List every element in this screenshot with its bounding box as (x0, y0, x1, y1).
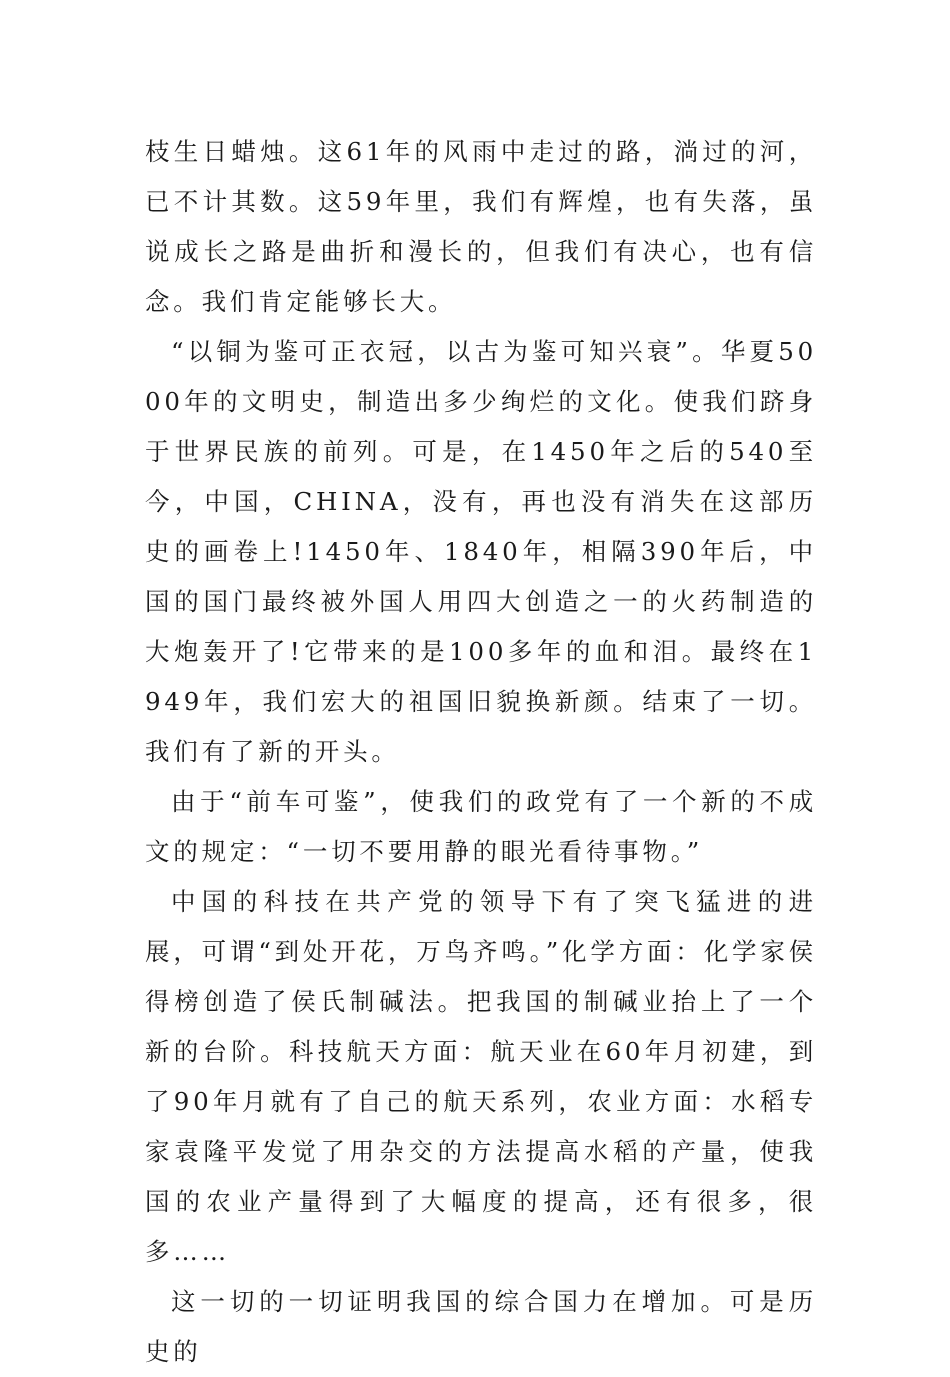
paragraph-3: 由于“前车可鉴”，使我们的政党有了一个新的不成文的规定：“一切不要用静的眼光看待事物。” (145, 787, 817, 866)
paragraph-5: 这一切的一切证明我国的综合国力在增加。可是历史的 (145, 1287, 817, 1366)
paragraph-2: “以铜为鉴可正衣冠，以古为鉴可知兴衰”。华夏5000年的文明史，制造出多少绚烂的文化。使我们跻身于世界民族的前列。可是，在1450年之后的540至今，中国，CHINA，没有，再也没有消失在这部历史的画卷上!1450年、1840年，相隔390年后，中国的国门最终被外国人用四大创造之一的火药制造的大炮轰开了!它带来的是100多年的血和泪。最终在1949年，我们宏大的祖国旧貌换新颜。结束了一切。我们有了新的开头。 (145, 337, 817, 766)
document-body (145, 127, 817, 1377)
paragraph-1: 枝生日蜡烛。这61年的风雨中走过的路，淌过的河，已不计其数。这59年里，我们有辉煌，也有失落，虽说成长之路是曲折和漫长的，但我们有决心，也有信念。我们肯定能够长大。 (145, 137, 817, 316)
paragraph-4: 中国的科技在共产党的领导下有了突飞猛进的进展，可谓“到处开花，万鸟齐鸣。”化学方面：化学家侯得榜创造了侯氏制碱法。把我国的制碱业抬上了一个新的台阶。科技航天方面：航天业在60年月初建，到了90年月就有了自己的航天系列，农业方面：水稻专家袁隆平发觉了用杂交的方法提高水稻的产量，使我国的农业产量得到了大幅度的提高，还有很多，很多…… (145, 887, 817, 1266)
